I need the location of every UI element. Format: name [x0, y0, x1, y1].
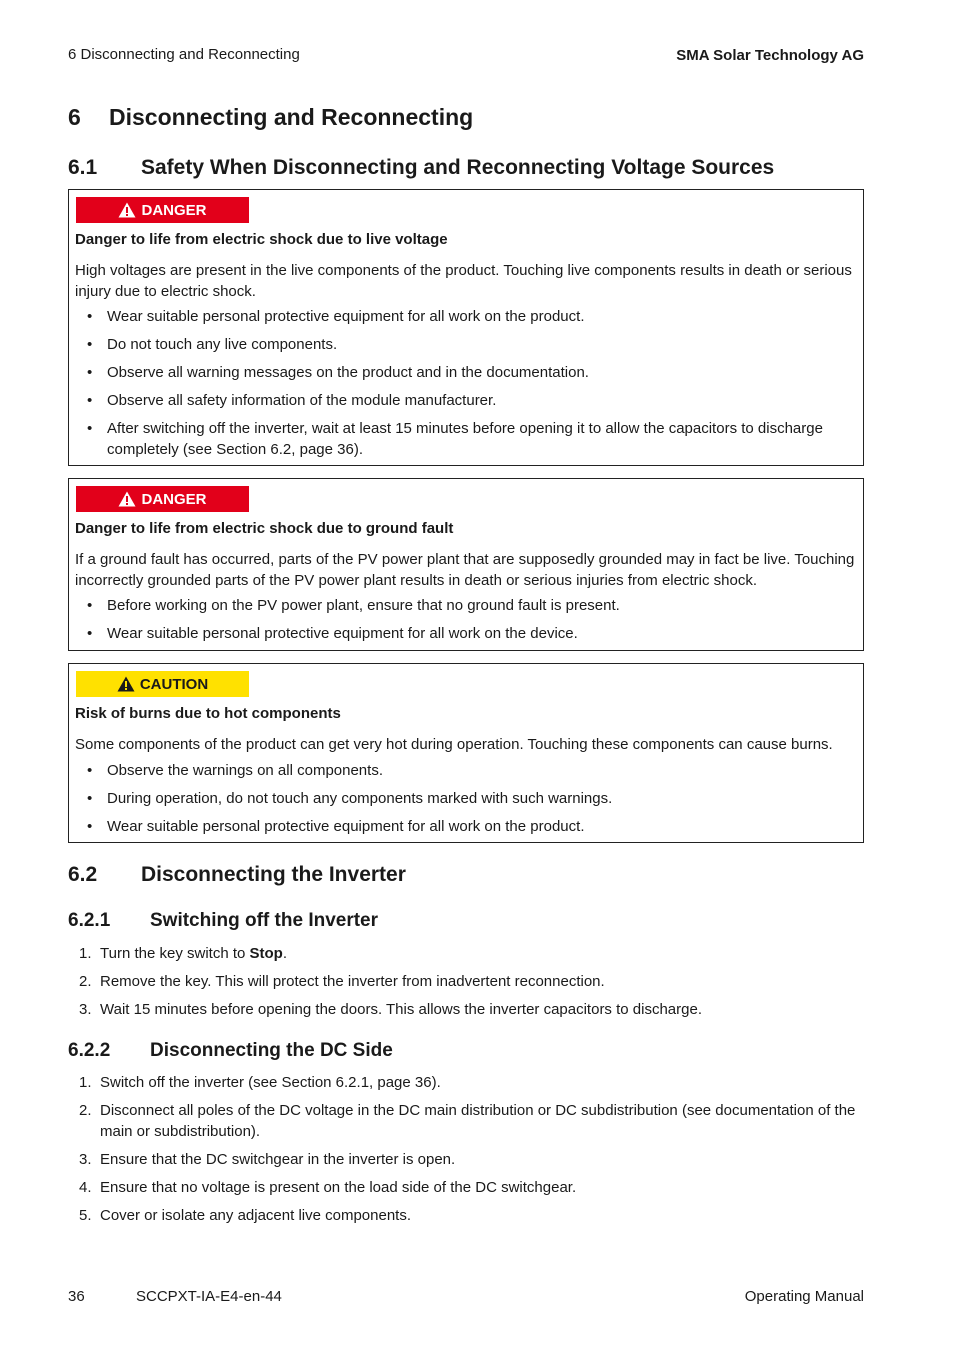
danger-badge	[76, 197, 249, 223]
warning-triangle-icon	[117, 676, 135, 692]
header-company: SMA Solar Technology AG	[676, 47, 864, 64]
step-number: 1.	[79, 945, 92, 962]
chapter-number: 6	[68, 104, 81, 130]
switch-off-steps	[76, 943, 866, 1027]
header-chapter: 6 Disconnecting and Reconnecting	[68, 46, 300, 63]
section-6-2-heading	[68, 863, 406, 887]
step-item	[76, 1072, 866, 1093]
section-number: 6.1	[68, 156, 98, 179]
notice-title: Danger to life from electric shock due to ground fault	[75, 520, 454, 537]
page	[68, 0, 864, 1350]
manual-type: Operating Manual	[744, 1288, 864, 1305]
chapter-title: Disconnecting and Reconnecting	[109, 104, 474, 130]
step-text: .	[282, 945, 288, 962]
step-text: Switch off the inverter (see Section 6.2.1, page 36).	[100, 1074, 441, 1091]
section-6-1-heading	[68, 156, 774, 180]
notice-list	[75, 595, 859, 651]
notice-list	[75, 760, 859, 844]
caution-badge	[76, 671, 249, 697]
step-number: 5.	[79, 1207, 92, 1224]
warning-triangle-icon	[118, 491, 136, 507]
warning-triangle-icon	[118, 202, 136, 218]
danger-label: DANGER	[141, 490, 207, 508]
step-text-emphasis: Stop	[249, 945, 283, 962]
step-number: 3.	[79, 1151, 92, 1168]
list-item: • Wear suitable personal protective equipment for all work on the device.	[75, 623, 859, 644]
caution-label: CAUTION	[139, 675, 209, 693]
step-text: Cover or isolate any adjacent live components.	[100, 1207, 412, 1224]
list-item: • Do not touch any live components.	[75, 334, 859, 355]
list-item: • Before working on the PV power plant, ensure that no ground fault is present.	[75, 595, 859, 616]
step-item	[76, 1149, 866, 1170]
chapter-heading	[68, 104, 473, 131]
danger-notice-ground-fault	[68, 478, 864, 651]
step-text: Turn the key switch to	[100, 945, 250, 962]
step-text: Ensure that no voltage is present on the load side of the DC switchgear.	[100, 1179, 577, 1196]
notice-text: If a ground fault has occurred, parts of the PV power plant that are supposedly grounded may in fact be live. Touching incorrectly grounded parts of the PV power plant results in death or serious injuries from electric shock.	[75, 551, 855, 589]
step-number: 1.	[79, 1074, 92, 1091]
step-item	[76, 1177, 866, 1198]
section-title: Switching off the Inverter	[150, 910, 379, 931]
step-item	[76, 943, 866, 964]
section-number: 6.2.1	[68, 910, 111, 931]
step-text: Remove the key. This will protect the inverter from inadvertent reconnection.	[100, 973, 605, 990]
notice-text: High voltages are present in the live components of the product. Touching live components results in death or serious injury due to electric shock.	[75, 262, 852, 300]
step-item	[76, 1205, 866, 1226]
step-number: 2.	[79, 973, 92, 990]
danger-badge	[76, 486, 249, 512]
step-item	[76, 999, 866, 1020]
section-number: 6.2	[68, 863, 98, 886]
section-title: Disconnecting the DC Side	[150, 1040, 393, 1061]
danger-label: DANGER	[141, 201, 207, 219]
step-text: Disconnect all poles of the DC voltage in the DC main distribution or DC subdistribution (see documentation of the main or subdistribution).	[100, 1102, 856, 1140]
step-number: 2.	[79, 1102, 92, 1119]
page-number: 36	[68, 1288, 85, 1305]
step-text: Ensure that the DC switchgear in the inverter is open.	[100, 1151, 456, 1168]
section-6-2-1-heading	[68, 910, 378, 932]
danger-notice-live-voltage	[68, 189, 864, 466]
section-6-2-2-heading	[68, 1040, 393, 1062]
step-number: 3.	[79, 1001, 92, 1018]
section-title: Safety When Disconnecting and Reconnecting Voltage Sources	[141, 156, 775, 179]
list-item: • Observe all warning messages on the product and in the documentation.	[75, 362, 859, 383]
list-item: • After switching off the inverter, wait at least 15 minutes before opening it to allow the capacitors to discharge completely (see Section 6.2, page 36).	[75, 418, 859, 460]
step-item	[76, 1100, 866, 1142]
list-item: • Wear suitable personal protective equipment for all work on the product.	[75, 306, 859, 327]
step-text: Wait 15 minutes before opening the doors. This allows the inverter capacitors to discharge.	[100, 1001, 702, 1018]
list-item: • Observe all safety information of the module manufacturer.	[75, 390, 859, 411]
section-number: 6.2.2	[68, 1040, 111, 1061]
notice-text: Some components of the product can get very hot during operation. Touching these components can cause burns.	[75, 736, 833, 753]
notice-list	[75, 306, 859, 467]
caution-notice-hot-components	[68, 663, 864, 843]
list-item: • During operation, do not touch any components marked with such warnings.	[75, 788, 859, 809]
document-code: SCCPXT-IA-E4-en-44	[136, 1288, 282, 1305]
list-item: • Observe the warnings on all components.	[75, 760, 859, 781]
notice-title: Danger to life from electric shock due to live voltage	[75, 231, 448, 248]
list-item: • Wear suitable personal protective equipment for all work on the product.	[75, 816, 859, 837]
dc-side-steps	[76, 1072, 866, 1233]
step-item	[76, 971, 866, 992]
step-number: 4.	[79, 1179, 92, 1196]
notice-title: Risk of burns due to hot components	[75, 705, 341, 722]
section-title: Disconnecting the Inverter	[141, 863, 406, 886]
